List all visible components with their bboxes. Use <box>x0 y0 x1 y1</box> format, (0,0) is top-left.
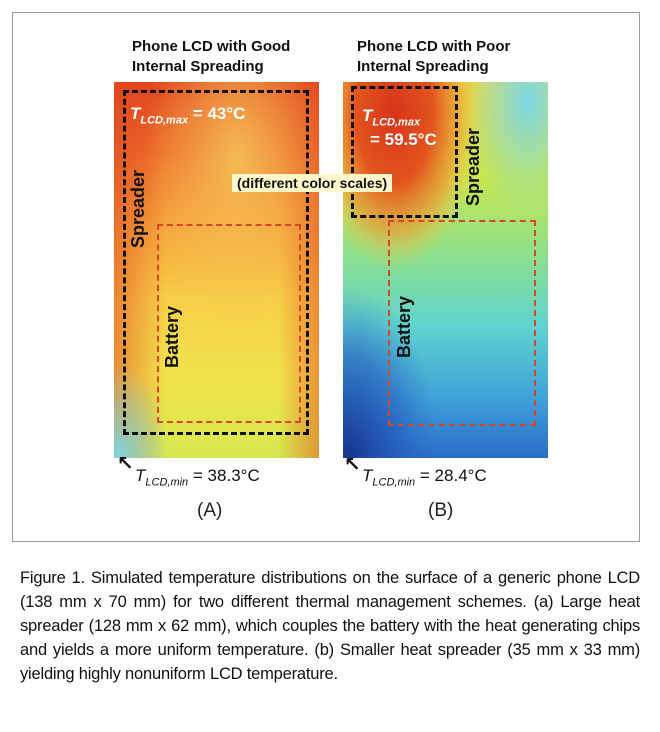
panel-a-title-line2: Internal Spreading <box>132 58 264 75</box>
panel-b-battery-label: Battery <box>394 295 414 358</box>
panel-b-letter: (B) <box>428 500 454 521</box>
panel-b-tmax-label: $T_{LCD,max}$ <box>362 106 421 129</box>
panel-b-tmin: $T_{LCD,min} = 28.4^\circ C$ <box>362 466 487 489</box>
color-scale-note: (different color scales) <box>232 174 392 192</box>
panel-a-min-arrow-icon: ↖ <box>117 451 134 475</box>
panel-a-title-line1: Phone LCD with Good <box>132 38 291 55</box>
panel-b-title-line1: Phone LCD with Poor <box>357 38 511 55</box>
panel-b-min-arrow-icon: ↖ <box>344 452 361 476</box>
panel-a-battery-label: Battery <box>162 305 182 368</box>
panel-a-tmin: $T_{LCD,min} = 38.3^\circ C$ <box>135 466 260 489</box>
figure-caption: Figure 1. Simulated temperature distributions on the surface of a generic phone LCD (138 mm x 70 mm) for two different thermal management schemes. (a) Large heat spreader (128 mm x 62 mm), which couples the battery with the heat generating chips and yields a more uniform temperature. (b) Smaller heat spreader (35 mm x 33 mm) yielding highly nonuniform LCD temperature. <box>20 569 640 683</box>
panel-a-tmax: $T_{LCD,max} = 43^\circ C$ <box>130 104 246 127</box>
panel-b-tmax-value: = 59.5°C <box>370 130 437 149</box>
panel-b-spreader-label: Spreader <box>463 127 483 206</box>
panel-a-spreader-label: Spreader <box>128 169 148 248</box>
panel-b-title-line2: Internal Spreading <box>357 58 489 75</box>
panel-a-letter: (A) <box>197 500 223 521</box>
